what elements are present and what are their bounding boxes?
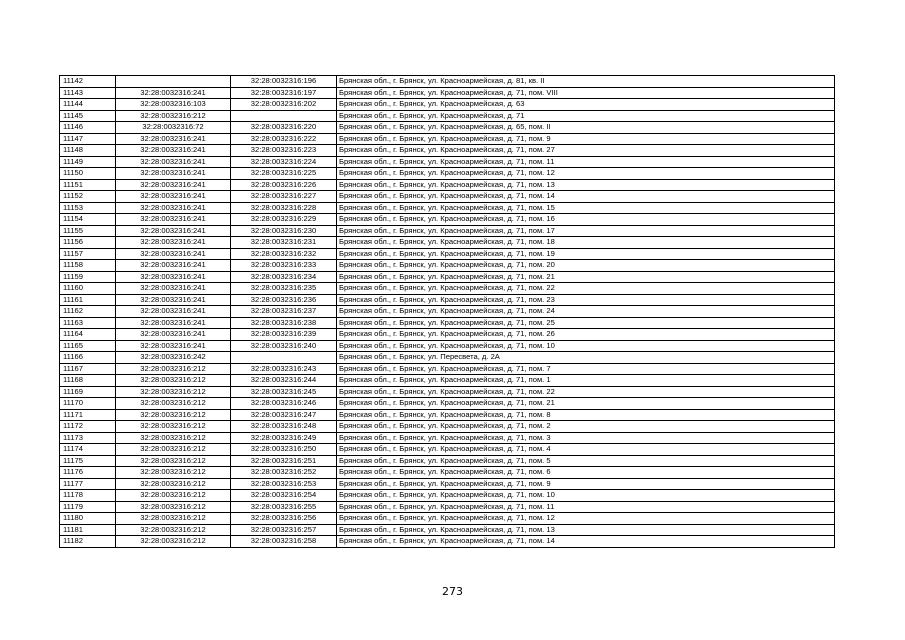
parcel-cadastral-cell: 32:28:0032316:241 <box>116 260 231 272</box>
row-number-cell: 11171 <box>60 409 116 421</box>
table-row <box>60 501 835 513</box>
table-row <box>60 386 835 398</box>
row-number-cell: 11145 <box>60 110 116 122</box>
address-cell: Брянская обл., г. Брянск, ул. Красноармейская, д. 71, пом. 19 <box>337 248 835 260</box>
parcel-cadastral-cell: 32:28:0032316:241 <box>116 202 231 214</box>
table-row <box>60 513 835 525</box>
object-cadastral-cell: 32:28:0032316:253 <box>231 478 337 490</box>
parcel-cadastral-cell: 32:28:0032316:241 <box>116 191 231 203</box>
object-cadastral-cell: 32:28:0032316:231 <box>231 237 337 249</box>
address-cell: Брянская обл., г. Брянск, ул. Красноармейская, д. 71, пом. 21 <box>337 271 835 283</box>
address-cell: Брянская обл., г. Брянск, ул. Красноармейская, д. 71, пом. 4 <box>337 444 835 456</box>
table-row <box>60 409 835 421</box>
table-row <box>60 156 835 168</box>
registry-table-body <box>60 76 835 548</box>
object-cadastral-cell: 32:28:0032316:225 <box>231 168 337 180</box>
address-cell: Брянская обл., г. Брянск, ул. Красноармейская, д. 71, пом. 9 <box>337 478 835 490</box>
parcel-cadastral-cell: 32:28:0032316:241 <box>116 306 231 318</box>
object-cadastral-cell: 32:28:0032316:245 <box>231 386 337 398</box>
address-cell: Брянская обл., г. Брянск, ул. Красноармейская, д. 71, пом. 9 <box>337 133 835 145</box>
table-row <box>60 467 835 479</box>
table-row <box>60 76 835 88</box>
object-cadastral-cell: 32:28:0032316:238 <box>231 317 337 329</box>
address-cell: Брянская обл., г. Брянск, ул. Красноармейская, д. 71, пом. 7 <box>337 363 835 375</box>
table-row <box>60 340 835 352</box>
row-number-cell: 11146 <box>60 122 116 134</box>
table-row <box>60 260 835 272</box>
address-cell: Брянская обл., г. Брянск, ул. Красноармейская, д. 71, пом. 14 <box>337 191 835 203</box>
parcel-cadastral-cell: 32:28:0032316:241 <box>116 237 231 249</box>
object-cadastral-cell: 32:28:0032316:202 <box>231 99 337 111</box>
parcel-cadastral-cell: 32:28:0032316:212 <box>116 421 231 433</box>
row-number-cell: 11166 <box>60 352 116 364</box>
row-number-cell: 11147 <box>60 133 116 145</box>
row-number-cell: 11175 <box>60 455 116 467</box>
address-cell: Брянская обл., г. Брянск, ул. Красноармейская, д. 71, пом. 10 <box>337 340 835 352</box>
object-cadastral-cell: 32:28:0032316:249 <box>231 432 337 444</box>
table-row <box>60 294 835 306</box>
row-number-cell: 11156 <box>60 237 116 249</box>
table-row <box>60 179 835 191</box>
address-cell: Брянская обл., г. Брянск, ул. Красноармейская, д. 71, пом. 23 <box>337 294 835 306</box>
object-cadastral-cell: 32:28:0032316:232 <box>231 248 337 260</box>
parcel-cadastral-cell: 32:28:0032316:241 <box>116 294 231 306</box>
address-cell: Брянская обл., г. Брянск, ул. Красноармейская, д. 71, пом. 25 <box>337 317 835 329</box>
object-cadastral-cell: 32:28:0032316:239 <box>231 329 337 341</box>
parcel-cadastral-cell: 32:28:0032316:242 <box>116 352 231 364</box>
table-row <box>60 432 835 444</box>
parcel-cadastral-cell: 32:28:0032316:212 <box>116 513 231 525</box>
object-cadastral-cell: 32:28:0032316:248 <box>231 421 337 433</box>
address-cell: Брянская обл., г. Брянск, ул. Красноармейская, д. 71, пом. 16 <box>337 214 835 226</box>
row-number-cell: 11160 <box>60 283 116 295</box>
object-cadastral-cell: 32:28:0032316:256 <box>231 513 337 525</box>
object-cadastral-cell: 32:28:0032316:243 <box>231 363 337 375</box>
table-row <box>60 536 835 548</box>
parcel-cadastral-cell: 32:28:0032316:241 <box>116 156 231 168</box>
object-cadastral-cell: 32:28:0032316:257 <box>231 524 337 536</box>
row-number-cell: 11172 <box>60 421 116 433</box>
parcel-cadastral-cell: 32:28:0032316:241 <box>116 133 231 145</box>
table-row <box>60 202 835 214</box>
object-cadastral-cell: 32:28:0032316:230 <box>231 225 337 237</box>
parcel-cadastral-cell: 32:28:0032316:212 <box>116 375 231 387</box>
address-cell: Брянская обл., г. Брянск, ул. Красноармейская, д. 71, пом. 17 <box>337 225 835 237</box>
address-cell: Брянская обл., г. Брянск, ул. Красноармейская, д. 71, пом. 27 <box>337 145 835 157</box>
row-number-cell: 11154 <box>60 214 116 226</box>
table-row <box>60 490 835 502</box>
parcel-cadastral-cell: 32:28:0032316:212 <box>116 386 231 398</box>
object-cadastral-cell: 32:28:0032316:237 <box>231 306 337 318</box>
parcel-cadastral-cell: 32:28:0032316:241 <box>116 214 231 226</box>
object-cadastral-cell: 32:28:0032316:252 <box>231 467 337 479</box>
table-row <box>60 352 835 364</box>
row-number-cell: 11167 <box>60 363 116 375</box>
parcel-cadastral-cell: 32:28:0032316:212 <box>116 536 231 548</box>
page-number: 273 <box>442 585 463 598</box>
address-cell: Брянская обл., г. Брянск, ул. Красноармейская, д. 71, пом. 18 <box>337 237 835 249</box>
address-cell: Брянская обл., г. Брянск, ул. Красноармейская, д. 71, пом. 22 <box>337 386 835 398</box>
table-row <box>60 122 835 134</box>
row-number-cell: 11178 <box>60 490 116 502</box>
address-cell: Брянская обл., г. Брянск, ул. Красноармейская, д. 71, пом. 13 <box>337 179 835 191</box>
object-cadastral-cell <box>231 110 337 122</box>
object-cadastral-cell: 32:28:0032316:235 <box>231 283 337 295</box>
row-number-cell: 11162 <box>60 306 116 318</box>
row-number-cell: 11169 <box>60 386 116 398</box>
parcel-cadastral-cell: 32:28:0032316:241 <box>116 145 231 157</box>
row-number-cell: 11177 <box>60 478 116 490</box>
table-row <box>60 225 835 237</box>
object-cadastral-cell: 32:28:0032316:228 <box>231 202 337 214</box>
row-number-cell: 11153 <box>60 202 116 214</box>
row-number-cell: 11180 <box>60 513 116 525</box>
object-cadastral-cell: 32:28:0032316:236 <box>231 294 337 306</box>
row-number-cell: 11173 <box>60 432 116 444</box>
row-number-cell: 11151 <box>60 179 116 191</box>
parcel-cadastral-cell: 32:28:0032316:241 <box>116 283 231 295</box>
parcel-cadastral-cell: 32:28:0032316:103 <box>116 99 231 111</box>
table-row <box>60 375 835 387</box>
parcel-cadastral-cell <box>116 76 231 88</box>
object-cadastral-cell: 32:28:0032316:255 <box>231 501 337 513</box>
parcel-cadastral-cell: 32:28:0032316:241 <box>116 271 231 283</box>
table-row <box>60 133 835 145</box>
row-number-cell: 11182 <box>60 536 116 548</box>
address-cell: Брянская обл., г. Брянск, ул. Красноармейская, д. 71, пом. 8 <box>337 409 835 421</box>
object-cadastral-cell: 32:28:0032316:250 <box>231 444 337 456</box>
object-cadastral-cell: 32:28:0032316:254 <box>231 490 337 502</box>
address-cell: Брянская обл., г. Брянск, ул. Красноармейская, д. 71, пом. 14 <box>337 536 835 548</box>
parcel-cadastral-cell: 32:28:0032316:212 <box>116 363 231 375</box>
parcel-cadastral-cell: 32:28:0032316:212 <box>116 432 231 444</box>
table-row <box>60 214 835 226</box>
address-cell: Брянская обл., г. Брянск, ул. Красноармейская, д. 71 <box>337 110 835 122</box>
parcel-cadastral-cell: 32:28:0032316:212 <box>116 398 231 410</box>
parcel-cadastral-cell: 32:28:0032316:241 <box>116 317 231 329</box>
address-cell: Брянская обл., г. Брянск, ул. Красноармейская, д. 71, пом. 5 <box>337 455 835 467</box>
parcel-cadastral-cell: 32:28:0032316:241 <box>116 340 231 352</box>
address-cell: Брянская обл., г. Брянск, ул. Красноармейская, д. 63 <box>337 99 835 111</box>
table-row <box>60 478 835 490</box>
row-number-cell: 11163 <box>60 317 116 329</box>
address-cell: Брянская обл., г. Брянск, ул. Красноармейская, д. 71, пом. 2 <box>337 421 835 433</box>
parcel-cadastral-cell: 32:28:0032316:241 <box>116 248 231 260</box>
address-cell: Брянская обл., г. Брянск, ул. Красноармейская, д. 81, кв. II <box>337 76 835 88</box>
object-cadastral-cell: 32:28:0032316:224 <box>231 156 337 168</box>
row-number-cell: 11168 <box>60 375 116 387</box>
table-row <box>60 168 835 180</box>
parcel-cadastral-cell: 32:28:0032316:241 <box>116 329 231 341</box>
parcel-cadastral-cell: 32:28:0032316:212 <box>116 455 231 467</box>
row-number-cell: 11176 <box>60 467 116 479</box>
row-number-cell: 11152 <box>60 191 116 203</box>
object-cadastral-cell: 32:28:0032316:247 <box>231 409 337 421</box>
address-cell: Брянская обл., г. Брянск, ул. Красноармейская, д. 71, пом. 11 <box>337 501 835 513</box>
address-cell: Брянская обл., г. Брянск, ул. Красноармейская, д. 71, пом. 24 <box>337 306 835 318</box>
row-number-cell: 11161 <box>60 294 116 306</box>
registry-table <box>59 75 835 548</box>
parcel-cadastral-cell: 32:28:0032316:212 <box>116 490 231 502</box>
object-cadastral-cell: 32:28:0032316:251 <box>231 455 337 467</box>
object-cadastral-cell: 32:28:0032316:220 <box>231 122 337 134</box>
object-cadastral-cell: 32:28:0032316:240 <box>231 340 337 352</box>
row-number-cell: 11143 <box>60 87 116 99</box>
table-row <box>60 271 835 283</box>
table-row <box>60 421 835 433</box>
row-number-cell: 11164 <box>60 329 116 341</box>
address-cell: Брянская обл., г. Брянск, ул. Красноармейская, д. 71, пом. 15 <box>337 202 835 214</box>
parcel-cadastral-cell: 32:28:0032316:241 <box>116 179 231 191</box>
object-cadastral-cell: 32:28:0032316:197 <box>231 87 337 99</box>
address-cell: Брянская обл., г. Брянск, ул. Красноармейская, д. 71, пом. VIII <box>337 87 835 99</box>
table-row <box>60 283 835 295</box>
row-number-cell: 11179 <box>60 501 116 513</box>
parcel-cadastral-cell: 32:28:0032316:72 <box>116 122 231 134</box>
object-cadastral-cell: 32:28:0032316:223 <box>231 145 337 157</box>
row-number-cell: 11181 <box>60 524 116 536</box>
parcel-cadastral-cell: 32:28:0032316:212 <box>116 524 231 536</box>
table-row <box>60 87 835 99</box>
row-number-cell: 11174 <box>60 444 116 456</box>
address-cell: Брянская обл., г. Брянск, ул. Красноармейская, д. 71, пом. 13 <box>337 524 835 536</box>
object-cadastral-cell: 32:28:0032316:258 <box>231 536 337 548</box>
object-cadastral-cell: 32:28:0032316:244 <box>231 375 337 387</box>
parcel-cadastral-cell: 32:28:0032316:212 <box>116 478 231 490</box>
address-cell: Брянская обл., г. Брянск, ул. Красноармейская, д. 71, пом. 12 <box>337 513 835 525</box>
row-number-cell: 11165 <box>60 340 116 352</box>
row-number-cell: 11144 <box>60 99 116 111</box>
table-row <box>60 237 835 249</box>
table-row <box>60 444 835 456</box>
row-number-cell: 11158 <box>60 260 116 272</box>
address-cell: Брянская обл., г. Брянск, ул. Красноармейская, д. 71, пом. 10 <box>337 490 835 502</box>
parcel-cadastral-cell: 32:28:0032316:212 <box>116 444 231 456</box>
object-cadastral-cell: 32:28:0032316:196 <box>231 76 337 88</box>
parcel-cadastral-cell: 32:28:0032316:212 <box>116 409 231 421</box>
parcel-cadastral-cell: 32:28:0032316:241 <box>116 168 231 180</box>
address-cell: Брянская обл., г. Брянск, ул. Красноармейская, д. 71, пом. 12 <box>337 168 835 180</box>
object-cadastral-cell: 32:28:0032316:233 <box>231 260 337 272</box>
object-cadastral-cell: 32:28:0032316:246 <box>231 398 337 410</box>
table-row <box>60 191 835 203</box>
table-row <box>60 248 835 260</box>
address-cell: Брянская обл., г. Брянск, ул. Красноармейская, д. 71, пом. 11 <box>337 156 835 168</box>
object-cadastral-cell: 32:28:0032316:226 <box>231 179 337 191</box>
address-cell: Брянская обл., г. Брянск, ул. Красноармейская, д. 71, пом. 26 <box>337 329 835 341</box>
address-cell: Брянская обл., г. Брянск, ул. Красноармейская, д. 65, пом. II <box>337 122 835 134</box>
row-number-cell: 11157 <box>60 248 116 260</box>
address-cell: Брянская обл., г. Брянск, ул. Красноармейская, д. 71, пом. 1 <box>337 375 835 387</box>
address-cell: Брянская обл., г. Брянск, ул. Красноармейская, д. 71, пом. 22 <box>337 283 835 295</box>
object-cadastral-cell: 32:28:0032316:222 <box>231 133 337 145</box>
parcel-cadastral-cell: 32:28:0032316:241 <box>116 225 231 237</box>
address-cell: Брянская обл., г. Брянск, ул. Красноармейская, д. 71, пом. 3 <box>337 432 835 444</box>
table-row <box>60 306 835 318</box>
row-number-cell: 11150 <box>60 168 116 180</box>
parcel-cadastral-cell: 32:28:0032316:212 <box>116 467 231 479</box>
row-number-cell: 11170 <box>60 398 116 410</box>
table-row <box>60 398 835 410</box>
table-row <box>60 99 835 111</box>
row-number-cell: 11148 <box>60 145 116 157</box>
object-cadastral-cell: 32:28:0032316:229 <box>231 214 337 226</box>
table-row <box>60 329 835 341</box>
address-cell: Брянская обл., г. Брянск, ул. Красноармейская, д. 71, пом. 20 <box>337 260 835 272</box>
row-number-cell: 11149 <box>60 156 116 168</box>
parcel-cadastral-cell: 32:28:0032316:241 <box>116 87 231 99</box>
parcel-cadastral-cell: 32:28:0032316:212 <box>116 110 231 122</box>
address-cell: Брянская обл., г. Брянск, ул. Красноармейская, д. 71, пом. 21 <box>337 398 835 410</box>
table-row <box>60 317 835 329</box>
table-row <box>60 110 835 122</box>
table-row <box>60 455 835 467</box>
row-number-cell: 11142 <box>60 76 116 88</box>
table-row <box>60 363 835 375</box>
address-cell: Брянская обл., г. Брянск, ул. Пересвета, д. 2А <box>337 352 835 364</box>
table-row <box>60 145 835 157</box>
object-cadastral-cell <box>231 352 337 364</box>
row-number-cell: 11159 <box>60 271 116 283</box>
parcel-cadastral-cell: 32:28:0032316:212 <box>116 501 231 513</box>
row-number-cell: 11155 <box>60 225 116 237</box>
table-row <box>60 524 835 536</box>
object-cadastral-cell: 32:28:0032316:234 <box>231 271 337 283</box>
address-cell: Брянская обл., г. Брянск, ул. Красноармейская, д. 71, пом. 6 <box>337 467 835 479</box>
object-cadastral-cell: 32:28:0032316:227 <box>231 191 337 203</box>
